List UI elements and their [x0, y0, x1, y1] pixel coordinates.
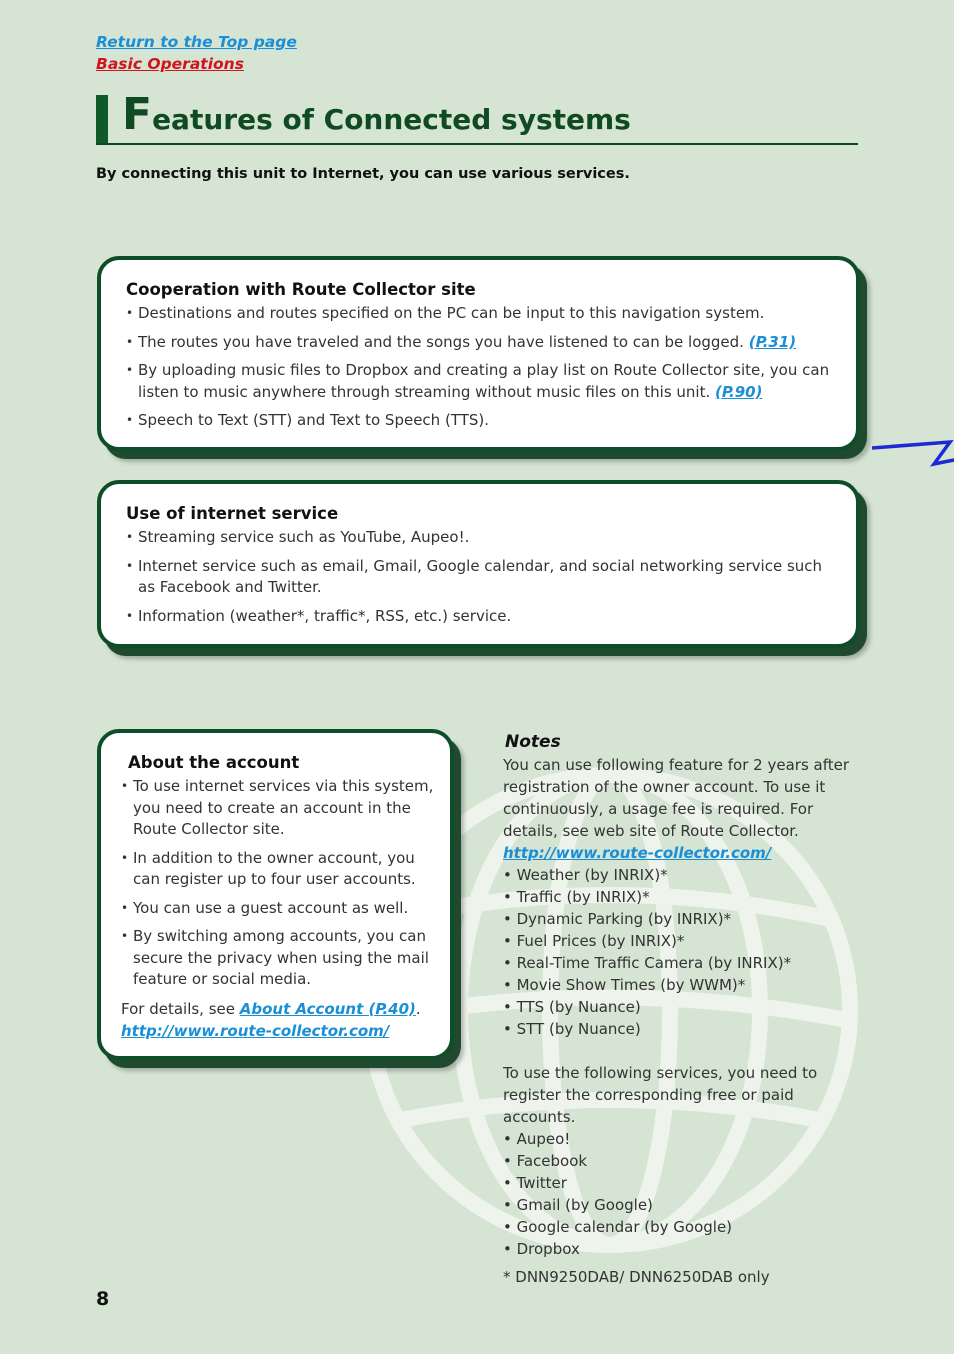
feature-item: • Fuel Prices (by INRIX)* [503, 932, 685, 950]
feature-item: • STT (by Nuance) [503, 1020, 641, 1038]
service-item: • Twitter [503, 1174, 567, 1192]
spacer [503, 1040, 863, 1062]
title-accent-bar [96, 95, 108, 145]
list-item: • To use internet services via this system, you need to create an account in the Route Collector site. [121, 776, 434, 841]
service-item: • Facebook [503, 1152, 588, 1170]
zigzag-decoration-icon [872, 436, 954, 468]
page-number: 8 [96, 1288, 110, 1310]
route-collector-heading: Cooperation with Route Collector site [126, 280, 476, 299]
feature-item: • Traffic (by INRIX)* [503, 888, 650, 906]
list-item: • Internet service such as email, Gmail, Google calendar, and social networking service such as Facebook and Twitter. [126, 556, 836, 599]
ref-link-p90[interactable]: (P.90) [715, 382, 763, 401]
list-item: • By uploading music files to Dropbox and creating a play list on Route Collector site, you can listen to music anywhere through streaming without music files on this unit. (P.90) [126, 360, 836, 403]
list-item: • The routes you have traveled and the songs you have listened to can be logged. (P.31) [126, 332, 836, 354]
page-title [122, 89, 631, 140]
feature-item: • Movie Show Times (by WWM)* [503, 976, 746, 994]
service-item: • Aupeo! [503, 1130, 571, 1148]
title-initial: F [122, 89, 153, 140]
account-box [97, 729, 454, 1060]
account-details: For details, see About Account (P.40). http://www.route-collector.com/ [121, 999, 421, 1040]
account-heading: About the account [128, 753, 300, 772]
ref-link-p31[interactable]: (P.31) [748, 332, 797, 351]
notes-heading: Notes [505, 732, 561, 752]
notes-paragraph: You can use following feature for 2 years after registration of the owner account. To use it continuously, a usage fee is required. For details, see web site of Route Collector. [503, 756, 850, 840]
list-item: • Streaming service such as YouTube, Aupeo!. [126, 527, 836, 549]
list-item: • Destinations and routes specified on the PC can be input to this navigation system. [126, 303, 836, 325]
internet-service-list [126, 527, 836, 627]
list-item: • Information (weather*, traffic*, RSS, etc.) service. [126, 606, 836, 628]
list-item: • By switching among accounts, you can secure the privacy when using the mail feature or social media. [121, 926, 434, 991]
service-item: • Gmail (by Google) [503, 1196, 653, 1214]
basic-operations-link[interactable]: Basic Operations [96, 55, 244, 73]
return-to-top-link[interactable]: Return to the Top page [96, 33, 297, 51]
route-collector-list [126, 303, 836, 432]
route-collector-url-link[interactable]: http://www.route-collector.com/ [121, 1021, 390, 1040]
about-account-link[interactable]: About Account (P.40) [239, 999, 416, 1018]
nav-links [96, 31, 297, 75]
notes-section [503, 730, 863, 1288]
feature-item: • TTS (by Nuance) [503, 998, 641, 1016]
notes-paragraph: To use the following services, you need to register the corresponding free or paid accounts. [503, 1064, 818, 1126]
notes-url-link[interactable]: http://www.route-collector.com/ [503, 844, 772, 862]
internet-service-box [97, 480, 860, 648]
list-item: • You can use a guest account as well. [121, 898, 434, 920]
list-item: • Speech to Text (STT) and Text to Speech (TTS). [126, 410, 836, 432]
title-underline [96, 143, 858, 145]
account-list [121, 776, 434, 991]
service-item: • Google calendar (by Google) [503, 1218, 733, 1236]
feature-item: • Weather (by INRIX)* [503, 866, 668, 884]
feature-item: • Real-Time Traffic Camera (by INRIX)* [503, 954, 792, 972]
intro-text: By connecting this unit to Internet, you can use various services. [96, 166, 630, 182]
title-rest: eatures of Connected systems [152, 103, 631, 136]
internet-service-heading: Use of internet service [126, 504, 339, 523]
notes-footnote: * DNN9250DAB/ DNN6250DAB only [503, 1268, 770, 1286]
service-item: • Dropbox [503, 1240, 580, 1258]
feature-item: • Dynamic Parking (by INRIX)* [503, 910, 732, 928]
list-item: • In addition to the owner account, you can register up to four user accounts. [121, 848, 434, 891]
route-collector-box [97, 256, 860, 451]
